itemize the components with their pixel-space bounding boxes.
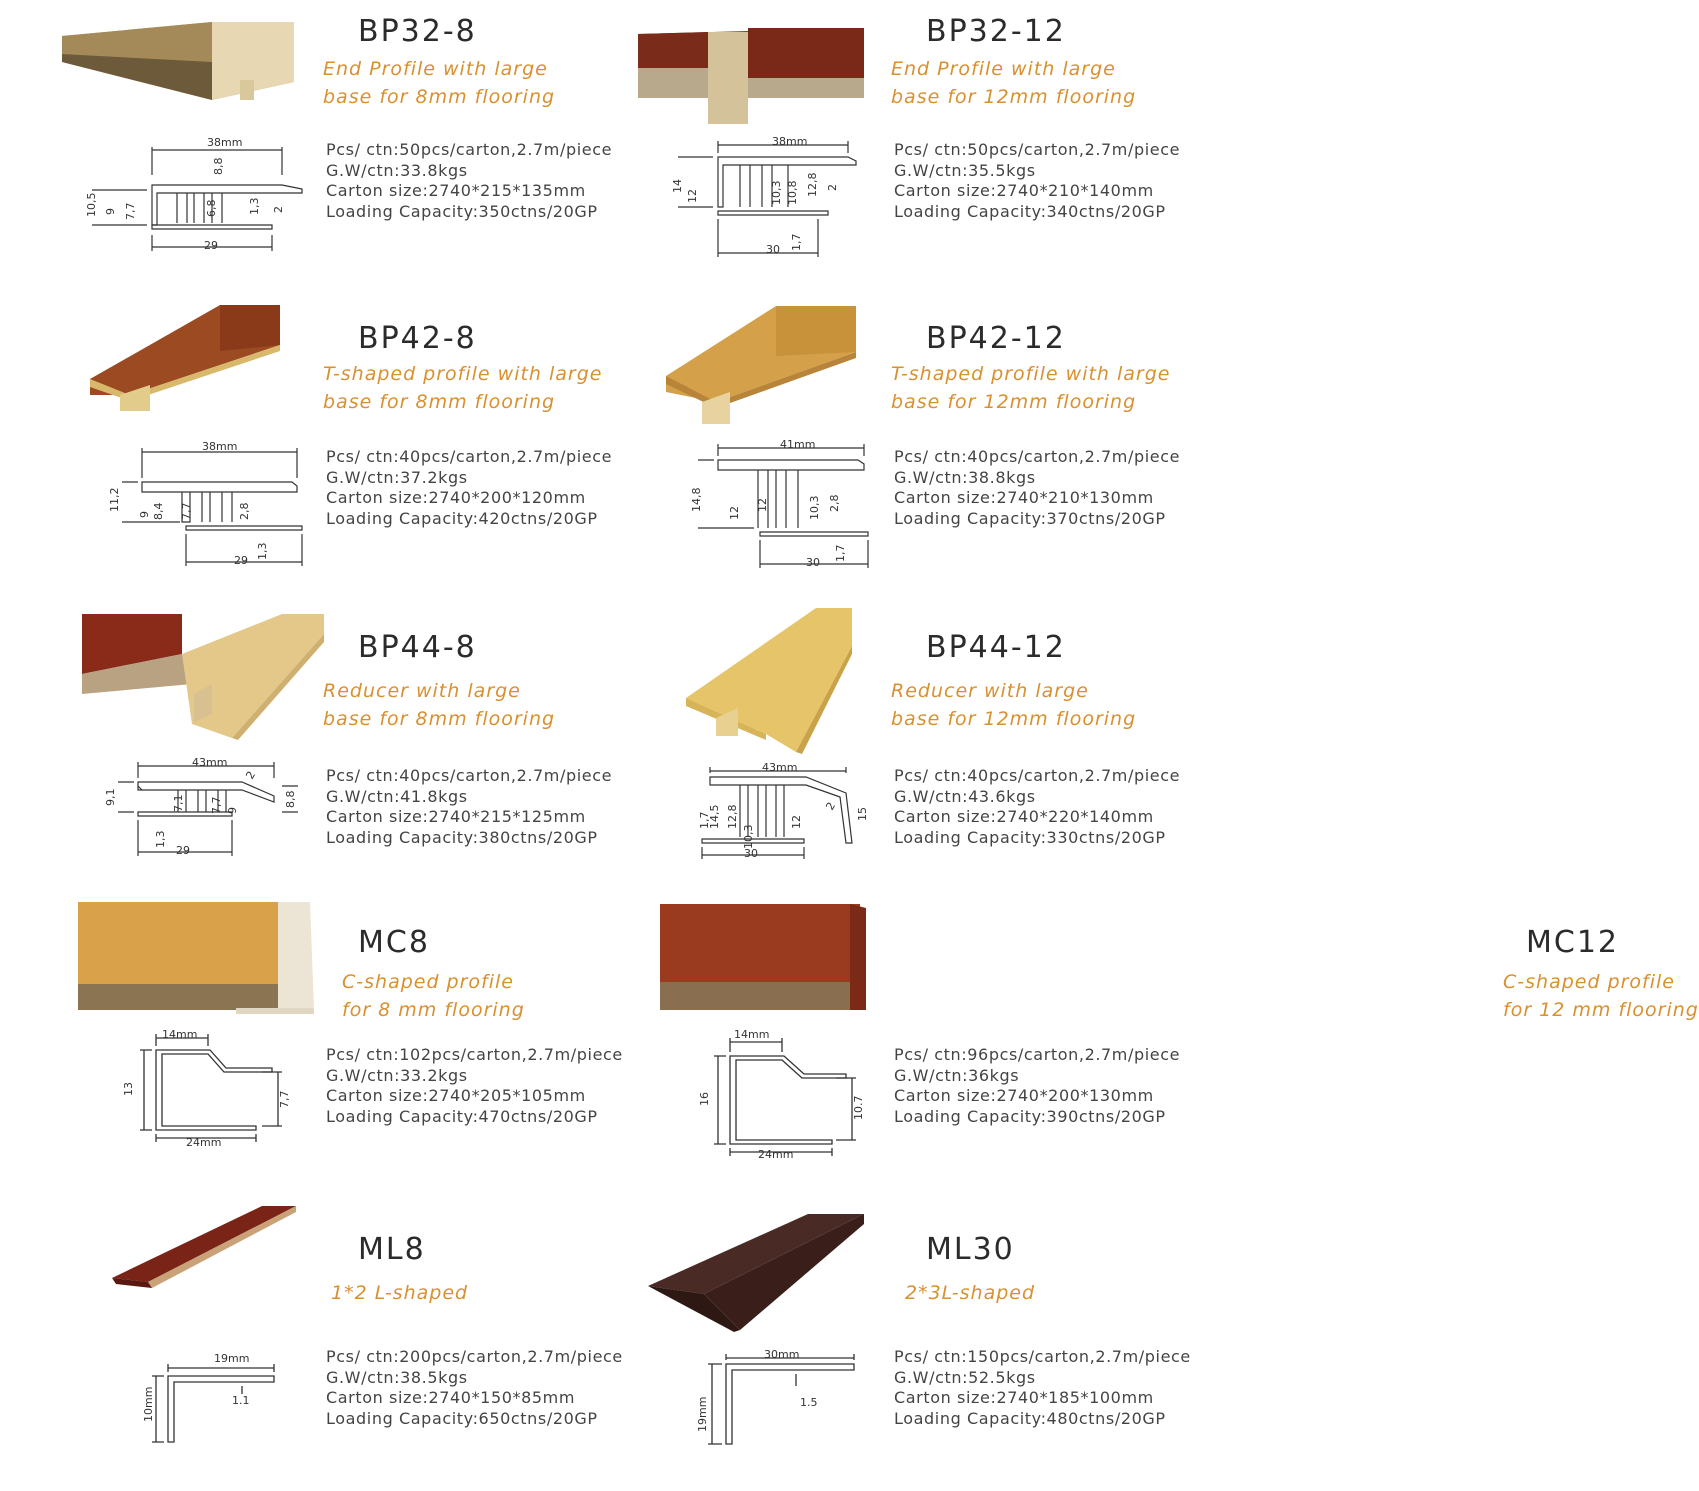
dim-i: 30 [766, 243, 780, 256]
spec-pcs: Pcs/ ctn:50pcs/carton,2.7m/piece [326, 140, 613, 159]
dim-b: 9,1 [104, 788, 117, 806]
bp44-8-diagram [102, 756, 302, 861]
spec-pcs: Pcs/ ctn:40pcs/carton,2.7m/piece [326, 766, 613, 785]
spec-list [894, 1347, 1191, 1429]
bp44-12-diagram [696, 763, 876, 863]
dim-g: 2 [826, 184, 839, 191]
spec-list [326, 447, 612, 529]
ml8-diagram [138, 1346, 288, 1446]
spec-carton: Carton size:2740*185*100mm [894, 1388, 1154, 1407]
desc-line-1: 1*2 L-shaped [331, 1282, 469, 1304]
dim-d: 9 [104, 208, 117, 215]
dim-f: 12,8 [806, 172, 819, 197]
dim-e: 10,3 [808, 495, 821, 520]
product-code: ML30 [926, 1232, 1015, 1267]
spec-gw: G.W/ctn:43.6kgs [894, 786, 1036, 806]
spec-pcs: Pcs/ ctn:102pcs/carton,2.7m/piece [326, 1045, 623, 1064]
dim-f: 8,8 [284, 790, 297, 808]
desc-line-1: C-shaped profile [1503, 971, 1675, 993]
dim-width: 19mm [214, 1352, 250, 1365]
bp32-8-diagram [82, 135, 312, 260]
dim-c: 12 [686, 189, 699, 203]
dim-h: 1,7 [790, 233, 803, 251]
spec-carton: Carton size:2740*200*130mm [894, 1086, 1154, 1105]
product-code: MC12 [1526, 925, 1620, 960]
dim-c: 10,5 [85, 192, 98, 217]
dim-f: 2,8 [828, 494, 841, 512]
spec-loading: Loading Capacity:380ctns/20GP [326, 827, 598, 847]
dim-b: 19mm [696, 1396, 709, 1432]
product-code: BP42-12 [926, 321, 1066, 356]
dim-e: 10,3 [742, 824, 755, 849]
dim-c: 1.5 [800, 1396, 818, 1409]
spec-carton: Carton size:2740*210*140mm [894, 181, 1154, 200]
dim-c: 10.7 [852, 1095, 865, 1120]
product-code: ML8 [358, 1232, 426, 1267]
desc-line-2: base for 8mm flooring [323, 391, 556, 413]
spec-list [326, 140, 612, 222]
dim-width: 38mm [207, 136, 243, 149]
dim-g: 1,7 [834, 544, 847, 562]
product-description [891, 55, 1136, 111]
spec-carton: Carton size:2740*210*130mm [894, 488, 1154, 507]
dim-width: 38mm [202, 440, 238, 453]
ml30-photo [648, 1214, 866, 1334]
dim-b: 11,2 [108, 487, 121, 512]
spec-pcs: Pcs/ ctn:96pcs/carton,2.7m/piece [894, 1045, 1181, 1064]
spec-carton: Carton size:2740*205*105mm [326, 1086, 586, 1105]
spec-pcs: Pcs/ ctn:40pcs/carton,2.7m/piece [894, 766, 1181, 785]
spec-loading: Loading Capacity:390ctns/20GP [894, 1106, 1166, 1126]
dim-e: 9 [226, 807, 239, 814]
dim-g: 1,3 [256, 542, 269, 560]
dim-c: 12 [728, 506, 741, 520]
product-code: BP44-8 [358, 630, 477, 665]
product-description [323, 55, 555, 111]
dim-e: 7,7 [124, 202, 137, 220]
dim-h: 2 [272, 206, 285, 213]
desc-line-2: base for 8mm flooring [323, 708, 556, 730]
product-description [342, 968, 525, 1024]
dim-g: 15 [856, 807, 869, 821]
dim-f: 12 [790, 815, 803, 829]
dim-width: 38mm [772, 135, 808, 148]
product-description [323, 677, 555, 733]
dim-f: 6,8 [205, 199, 218, 217]
spec-list [326, 1347, 623, 1429]
dim-i: 29 [234, 554, 248, 567]
dim-g: 1,3 [248, 197, 261, 215]
spec-gw: G.W/ctn:36kgs [894, 1065, 1020, 1085]
dim-d: 10,3 [770, 180, 783, 205]
dim-i: 30 [806, 556, 820, 569]
spec-pcs: Pcs/ ctn:200pcs/carton,2.7m/piece [326, 1347, 623, 1366]
dim-b: 10mm [142, 1386, 155, 1422]
dim-c: 1,7 [698, 811, 711, 829]
dim-d: 12,8 [726, 804, 739, 829]
dim-width: 14mm [162, 1028, 198, 1041]
dim-h: 2 [823, 799, 839, 813]
spec-loading: Loading Capacity:370ctns/20GP [894, 508, 1166, 528]
product-code: BP42-8 [358, 321, 477, 356]
dim-width: 43mm [762, 761, 798, 774]
spec-list [326, 766, 612, 848]
desc-line-1: 2*3L-shaped [905, 1282, 1036, 1304]
desc-line-2: base for 8mm flooring [323, 86, 556, 108]
dim-f: 2,8 [238, 502, 251, 520]
dim-h: 2 [243, 768, 259, 782]
dim-width: 41mm [780, 438, 816, 451]
desc-line-1: C-shaped profile [342, 971, 514, 993]
bp42-12-photo [666, 306, 858, 426]
bp44-8-photo [82, 614, 326, 740]
dim-i: 24mm [186, 1136, 222, 1149]
desc-line-2: for 8 mm flooring [342, 999, 525, 1021]
product-description [905, 1279, 1035, 1307]
bp32-12-diagram [668, 135, 878, 260]
dim-e: 7,7 [180, 502, 193, 520]
spec-pcs: Pcs/ ctn:40pcs/carton,2.7m/piece [894, 447, 1181, 466]
spec-loading: Loading Capacity:650ctns/20GP [326, 1408, 598, 1428]
desc-line-1: T-shaped profile with large [323, 363, 603, 385]
spec-gw: G.W/ctn:33.8kgs [326, 160, 468, 180]
spec-loading: Loading Capacity:420ctns/20GP [326, 508, 598, 528]
product-code: BP32-12 [926, 14, 1066, 49]
spec-gw: G.W/ctn:37.2kgs [326, 467, 468, 487]
dim-i: 24mm [758, 1148, 794, 1161]
desc-line-2: base for 12mm flooring [891, 391, 1137, 413]
spec-loading: Loading Capacity:480ctns/20GP [894, 1408, 1166, 1428]
dim-d: 7,7 [210, 796, 223, 814]
spec-carton: Carton size:2740*215*135mm [326, 181, 586, 200]
dim-b: 16 [698, 1092, 711, 1106]
desc-line-1: Reducer with large [891, 680, 1089, 702]
dim-d: 12 [756, 498, 769, 512]
dim-b: 13 [122, 1082, 135, 1096]
dim-i: 30 [744, 847, 758, 860]
mc8-diagram [112, 1024, 302, 1154]
spec-loading: Loading Capacity:340ctns/20GP [894, 201, 1166, 221]
desc-line-1: End Profile with large [323, 58, 548, 80]
bp32-8-photo [62, 22, 294, 102]
desc-line-1: T-shaped profile with large [891, 363, 1171, 385]
dim-i: 29 [176, 844, 190, 857]
product-code: BP32-8 [358, 14, 477, 49]
dim-width: 43mm [192, 756, 228, 769]
dim-b: 8,8 [212, 157, 225, 175]
spec-list [326, 1045, 623, 1127]
product-description [1503, 968, 1699, 1024]
spec-carton: Carton size:2740*200*120mm [326, 488, 586, 507]
bp42-8-photo [90, 305, 282, 415]
mc12-diagram [686, 1022, 876, 1162]
desc-line-2: for 12 mm flooring [1503, 999, 1699, 1021]
dim-b: 14,8 [690, 487, 703, 512]
spec-gw: G.W/ctn:38.5kgs [326, 1367, 468, 1387]
spec-carton: Carton size:2740*150*85mm [326, 1388, 576, 1407]
dim-width: 14mm [734, 1028, 770, 1041]
dim-d: 8,4 [152, 502, 165, 520]
bp32-12-photo [638, 28, 864, 124]
spec-pcs: Pcs/ ctn:50pcs/carton,2.7m/piece [894, 140, 1181, 159]
spec-list [894, 766, 1180, 848]
spec-list [894, 447, 1180, 529]
spec-loading: Loading Capacity:350ctns/20GP [326, 201, 598, 221]
spec-list [894, 140, 1180, 222]
bp42-12-diagram [688, 440, 878, 570]
dim-i: 29 [204, 239, 218, 252]
product-description [331, 1279, 468, 1307]
spec-gw: G.W/ctn:41.8kgs [326, 786, 468, 806]
dim-c: 7,7 [278, 1090, 291, 1108]
spec-loading: Loading Capacity:330ctns/20GP [894, 827, 1166, 847]
spec-loading: Loading Capacity:470ctns/20GP [326, 1106, 598, 1126]
dim-g: 1,3 [154, 830, 167, 848]
dim-width: 30mm [764, 1348, 800, 1361]
product-code: BP44-12 [926, 630, 1066, 665]
spec-list [894, 1045, 1180, 1127]
product-description [891, 677, 1136, 733]
product-code: MC8 [358, 925, 430, 960]
dim-c: 7,1 [172, 794, 185, 812]
product-description [323, 360, 603, 416]
mc12-photo [660, 904, 866, 1014]
spec-gw: G.W/ctn:38.8kgs [894, 467, 1036, 487]
spec-carton: Carton size:2740*215*125mm [326, 807, 586, 826]
desc-line-2: base for 12mm flooring [891, 86, 1137, 108]
ml8-photo [112, 1206, 296, 1288]
desc-line-2: base for 12mm flooring [891, 708, 1137, 730]
mc8-photo [78, 902, 314, 1014]
spec-gw: G.W/ctn:33.2kgs [326, 1065, 468, 1085]
spec-pcs: Pcs/ ctn:40pcs/carton,2.7m/piece [326, 447, 613, 466]
dim-b: 14 [671, 179, 684, 193]
dim-c: 9 [138, 511, 151, 518]
ml30-diagram [690, 1340, 866, 1450]
bp44-12-photo [686, 608, 852, 754]
spec-gw: G.W/ctn:35.5kgs [894, 160, 1036, 180]
spec-pcs: Pcs/ ctn:150pcs/carton,2.7m/piece [894, 1347, 1191, 1366]
product-description [891, 360, 1171, 416]
desc-line-1: Reducer with large [323, 680, 521, 702]
bp42-8-diagram [102, 440, 312, 570]
spec-gw: G.W/ctn:52.5kgs [894, 1367, 1036, 1387]
spec-carton: Carton size:2740*220*140mm [894, 807, 1154, 826]
dim-c: 1.1 [232, 1394, 250, 1407]
desc-line-1: End Profile with large [891, 58, 1116, 80]
dim-b: 14,5 [708, 804, 721, 829]
dim-e: 10,8 [786, 180, 799, 205]
